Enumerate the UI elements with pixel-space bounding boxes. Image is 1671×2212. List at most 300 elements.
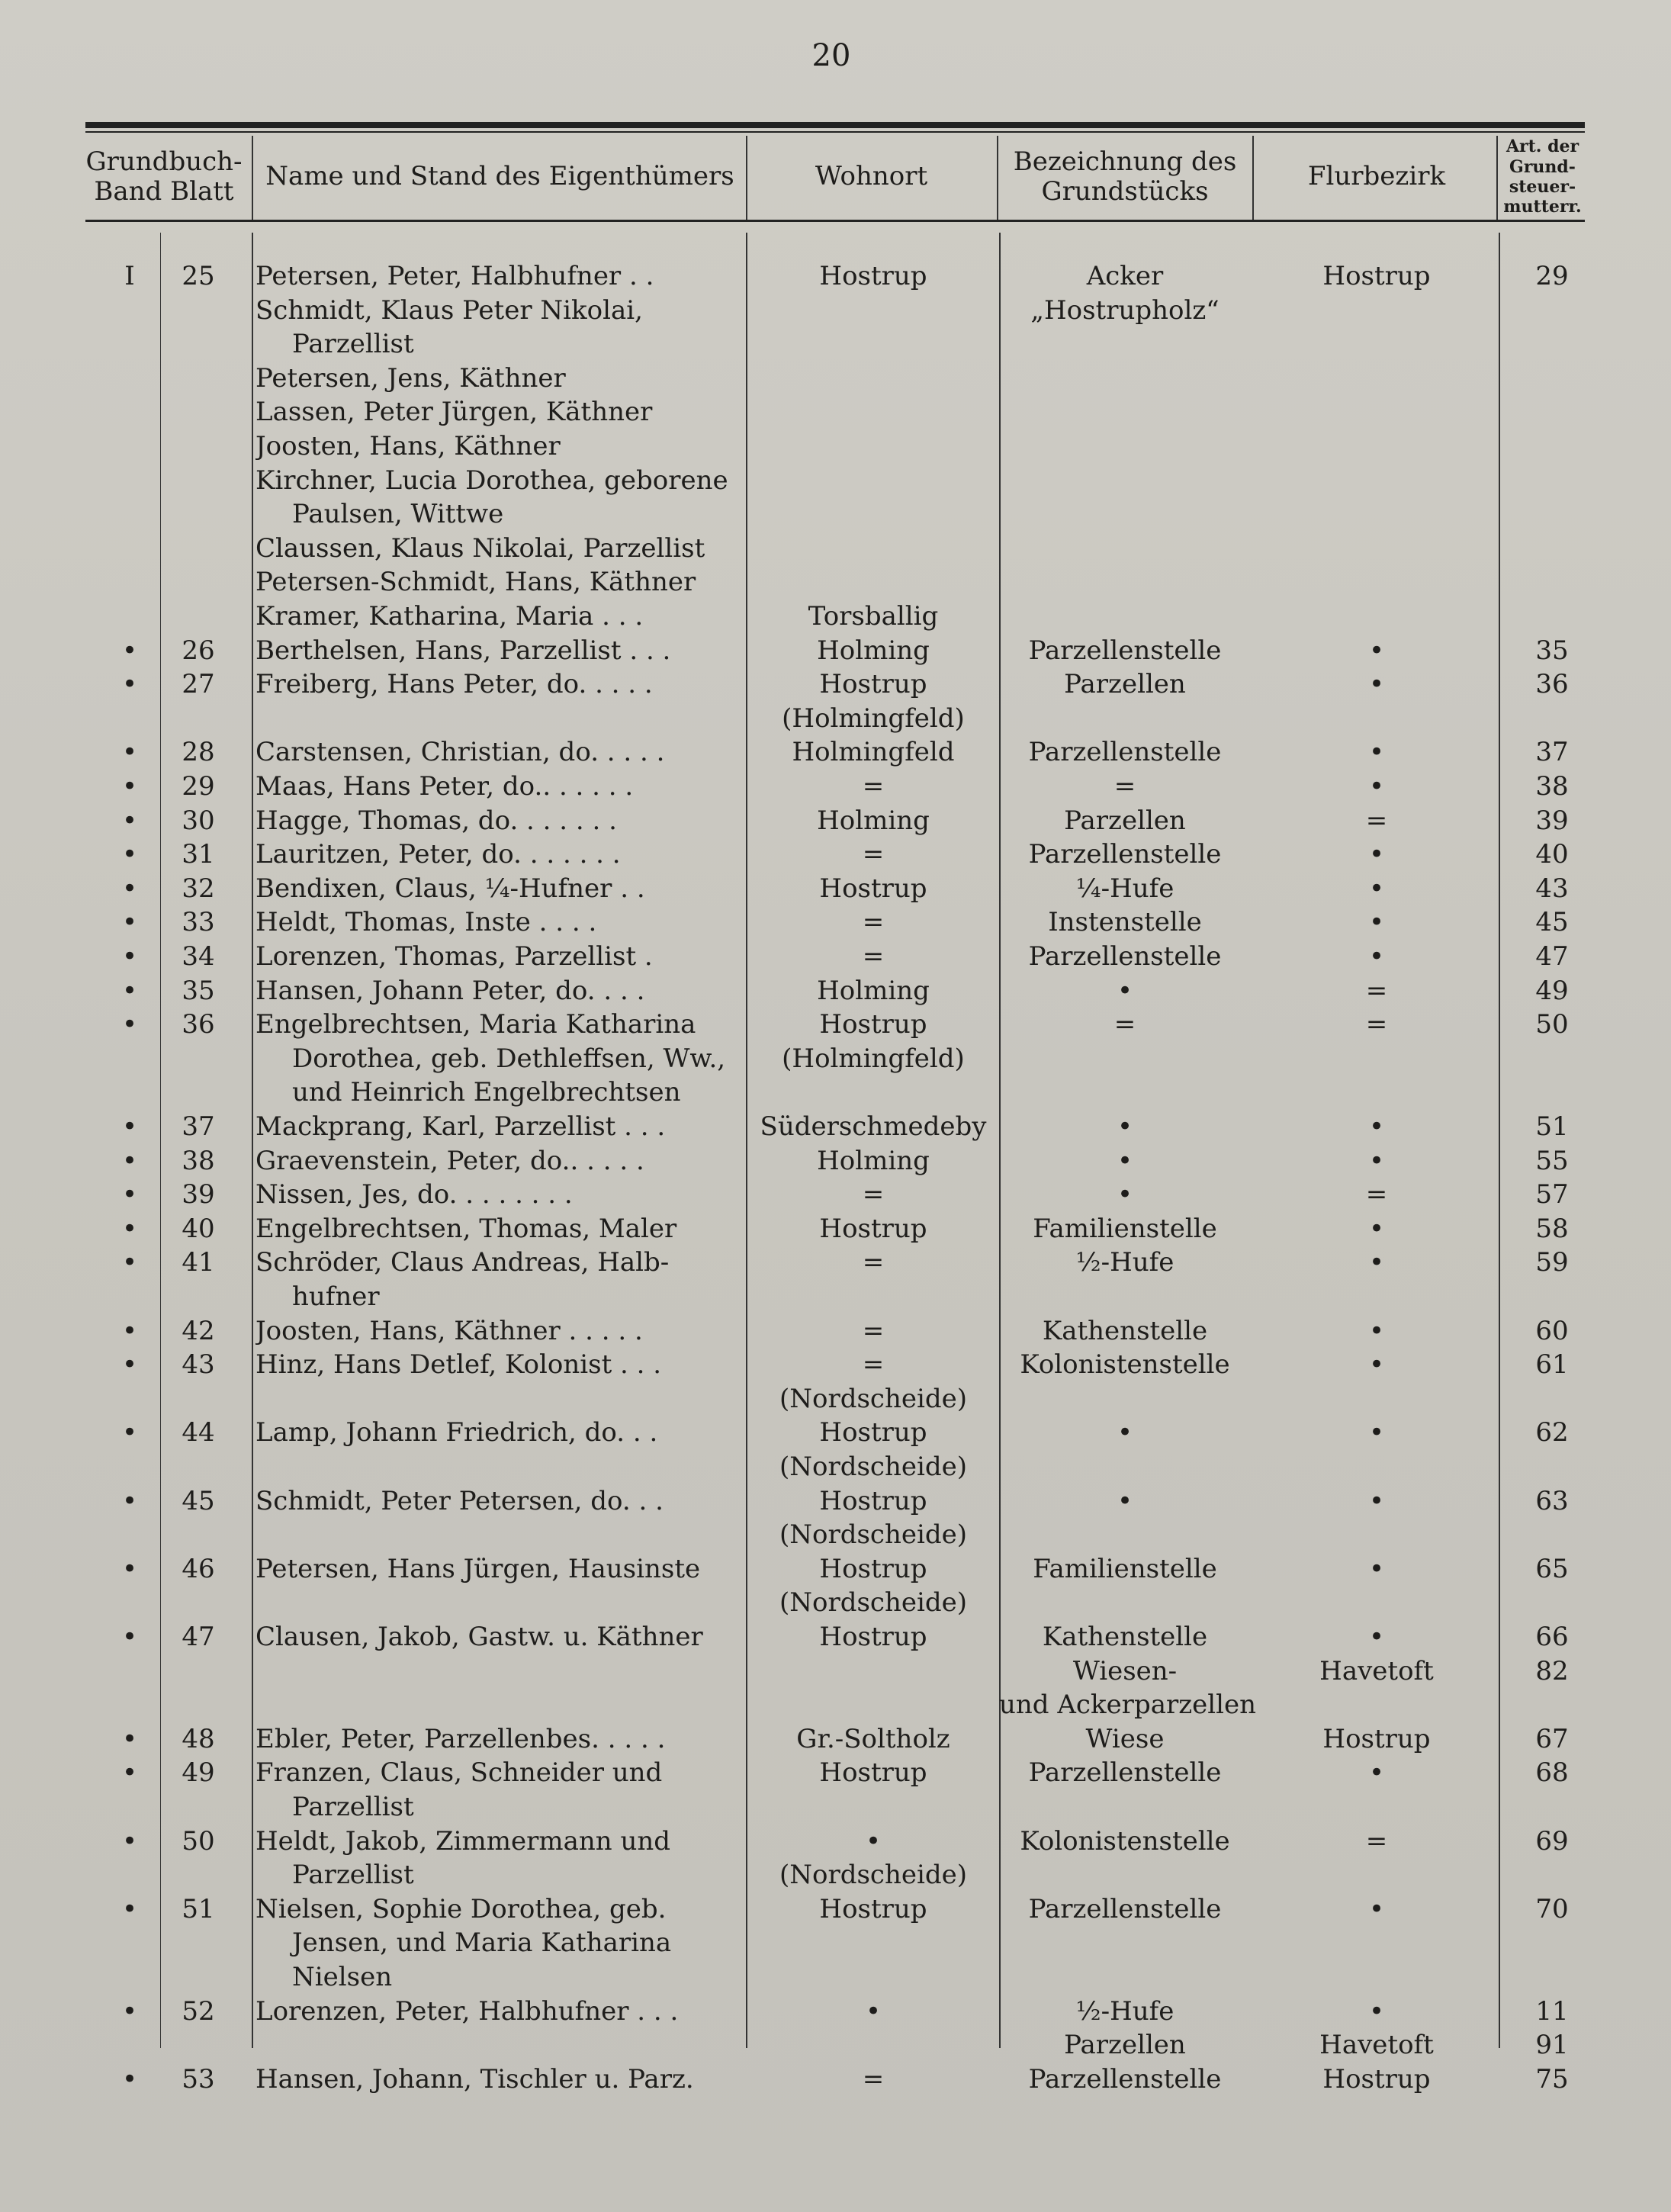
cell-bez: • bbox=[1117, 975, 1133, 1006]
header-bottom-rule bbox=[85, 220, 1585, 222]
header-bezeichnung bbox=[999, 136, 1251, 218]
cell-name: Petersen, Hans Jürgen, Hausinste bbox=[255, 1553, 701, 1584]
table-row bbox=[0, 1042, 1671, 1075]
cell-blatt: 52 bbox=[182, 1995, 215, 2027]
cell-art: 37 bbox=[1535, 737, 1569, 768]
header-art bbox=[1499, 136, 1586, 218]
table-row bbox=[0, 1790, 1671, 1824]
cell-bez: • bbox=[1117, 1145, 1133, 1176]
cell-name: Graevenstein, Peter, do.. . . . . bbox=[255, 1145, 644, 1176]
cell-band: • bbox=[121, 1553, 138, 1584]
cell-name: Schmidt, Klaus Peter Nikolai, bbox=[255, 294, 643, 326]
cell-art: 49 bbox=[1535, 975, 1569, 1006]
cell-name: Paulsen, Wittwe bbox=[292, 499, 504, 530]
table-row bbox=[0, 1654, 1671, 1688]
cell-flur: • bbox=[1368, 1417, 1385, 1448]
cell-flur: • bbox=[1368, 1247, 1385, 1278]
table-row bbox=[0, 735, 1671, 769]
cell-name: Kirchner, Lucia Dorothea, geborene bbox=[255, 465, 728, 496]
cell-bez: Kolonistenstelle bbox=[1020, 1825, 1230, 1857]
table-row bbox=[0, 1450, 1671, 1484]
cell-name: Nielsen bbox=[292, 1962, 393, 1992]
cell-name: Lauritzen, Peter, do. . . . . . . bbox=[255, 839, 621, 870]
table-row bbox=[0, 1280, 1671, 1313]
cell-art: 82 bbox=[1535, 1655, 1569, 1686]
cell-name: Maas, Hans Peter, do.. . . . . . bbox=[255, 771, 634, 802]
cell-blatt: 45 bbox=[182, 1485, 215, 1516]
cell-name: Ebler, Peter, Parzellenbes. . . . . bbox=[255, 1723, 666, 1754]
cell-band: • bbox=[121, 1825, 138, 1857]
cell-wohnort: (Nordscheide) bbox=[779, 1383, 968, 1414]
table-row bbox=[0, 940, 1671, 973]
cell-art: 66 bbox=[1535, 1622, 1569, 1652]
table-row bbox=[0, 1620, 1671, 1654]
cell-art: 69 bbox=[1535, 1825, 1569, 1857]
cell-wohnort: = bbox=[862, 1349, 885, 1381]
cell-blatt: 50 bbox=[182, 1825, 215, 1857]
cell-bez: • bbox=[1117, 1179, 1133, 1210]
cell-bez: = bbox=[1113, 1009, 1136, 1040]
cell-name: Petersen, Jens, Käthner bbox=[255, 362, 566, 394]
table-row bbox=[0, 1314, 1671, 1348]
cell-art: 68 bbox=[1535, 1757, 1569, 1789]
cell-blatt: 42 bbox=[182, 1315, 215, 1346]
cell-wohnort: Hostrup bbox=[819, 1485, 927, 1516]
cell-band: • bbox=[121, 771, 138, 802]
cell-flur: = bbox=[1365, 975, 1388, 1006]
cell-name: Clausen, Jakob, Gastw. u. Käthner bbox=[255, 1622, 703, 1652]
cell-wohnort: = bbox=[862, 771, 885, 802]
cell-wohnort: Hostrup bbox=[819, 1009, 927, 1040]
cell-flur: Havetoft bbox=[1319, 2030, 1434, 2061]
cell-wohnort: (Nordscheide) bbox=[779, 1587, 968, 1619]
cell-art: 40 bbox=[1535, 839, 1569, 870]
cell-bez: Wiesen- bbox=[1072, 1655, 1178, 1686]
cell-wohnort: Hostrup bbox=[819, 1893, 927, 1924]
cell-bez: Parzellenstelle bbox=[1028, 737, 1222, 768]
table-row bbox=[0, 1246, 1671, 1279]
cell-wohnort: (Nordscheide) bbox=[779, 1519, 968, 1551]
table-row bbox=[0, 1722, 1671, 1756]
cell-art: 63 bbox=[1535, 1485, 1569, 1516]
cell-band: • bbox=[121, 1213, 138, 1244]
table-row bbox=[0, 1552, 1671, 1586]
header-art-line4: mutterr. bbox=[1503, 197, 1582, 217]
cell-flur: • bbox=[1368, 907, 1385, 938]
cell-wohnort: Hostrup bbox=[819, 1757, 927, 1789]
header-flurbezirk: Flurbezirk bbox=[1307, 161, 1446, 192]
table-row bbox=[0, 294, 1671, 327]
cell-bez: „Hostrupholz“ bbox=[1030, 294, 1220, 326]
cell-name: Joosten, Hans, Käthner bbox=[255, 431, 561, 461]
cell-band: • bbox=[121, 1622, 138, 1652]
cell-flur: Hostrup bbox=[1322, 1723, 1431, 1754]
cell-band: • bbox=[121, 1145, 138, 1176]
cell-bez: Parzellenstelle bbox=[1028, 839, 1222, 870]
cell-name: Kramer, Katharina, Maria . . . bbox=[255, 601, 644, 632]
cell-art: 38 bbox=[1535, 771, 1569, 802]
cell-name: Joosten, Hans, Käthner . . . . . bbox=[255, 1315, 643, 1346]
cell-bez: Parzellen bbox=[1064, 2030, 1186, 2061]
table-row bbox=[0, 905, 1671, 939]
cell-name: Schmidt, Peter Petersen, do. . . bbox=[255, 1485, 664, 1516]
table-row bbox=[0, 1382, 1671, 1416]
cell-blatt: 36 bbox=[182, 1009, 215, 1040]
cell-blatt: 31 bbox=[182, 839, 215, 870]
cell-art: 61 bbox=[1535, 1349, 1569, 1381]
cell-bez: Kolonistenstelle bbox=[1020, 1349, 1230, 1381]
table-row bbox=[0, 838, 1671, 871]
cell-name: Schröder, Claus Andreas, Halb- bbox=[255, 1247, 670, 1278]
cell-flur: • bbox=[1368, 1757, 1385, 1789]
header-art-line2: Grund- bbox=[1509, 156, 1576, 177]
cell-blatt: 25 bbox=[182, 261, 215, 291]
table-row bbox=[0, 974, 1671, 1008]
cell-wohnort: (Nordscheide) bbox=[779, 1860, 968, 1891]
cell-art: 67 bbox=[1535, 1723, 1569, 1754]
cell-wohnort: Holmingfeld bbox=[792, 737, 955, 768]
cell-blatt: 44 bbox=[182, 1417, 215, 1448]
cell-name: Hinz, Hans Detlef, Kolonist . . . bbox=[255, 1349, 662, 1381]
cell-band: • bbox=[121, 737, 138, 768]
cell-blatt: 43 bbox=[182, 1349, 215, 1381]
cell-bez: • bbox=[1117, 1485, 1133, 1516]
table-row bbox=[0, 362, 1671, 395]
table-row bbox=[0, 702, 1671, 735]
cell-bez: ½-Hufe bbox=[1075, 1995, 1175, 2027]
cell-bez: Parzellenstelle bbox=[1028, 635, 1222, 666]
table-row bbox=[0, 1825, 1671, 1858]
header-name: Name und Stand des Eigenthümers bbox=[265, 161, 734, 192]
cell-wohnort: = bbox=[862, 1179, 885, 1210]
cell-bez: • bbox=[1117, 1417, 1133, 1448]
table-row bbox=[0, 1960, 1671, 1994]
cell-art: 55 bbox=[1535, 1145, 1569, 1176]
cell-bez: Parzellenstelle bbox=[1028, 2063, 1222, 2095]
cell-bez: Familienstelle bbox=[1033, 1213, 1217, 1244]
cell-blatt: 46 bbox=[182, 1553, 215, 1584]
cell-flur: • bbox=[1368, 941, 1385, 972]
cell-wohnort: (Nordscheide) bbox=[779, 1452, 968, 1482]
cell-blatt: 27 bbox=[182, 669, 215, 700]
header-separator bbox=[997, 136, 998, 220]
cell-flur: • bbox=[1368, 1213, 1385, 1244]
cell-bez: Acker bbox=[1086, 261, 1164, 291]
cell-art: 36 bbox=[1535, 669, 1569, 700]
cell-name: und Heinrich Engelbrechtsen bbox=[292, 1077, 681, 1108]
cell-blatt: 49 bbox=[182, 1757, 215, 1789]
cell-name: Lorenzen, Peter, Halbhufner . . . bbox=[255, 1995, 679, 2027]
cell-name: Claussen, Klaus Nikolai, Parzellist bbox=[255, 532, 705, 564]
cell-bez: Wiese bbox=[1085, 1723, 1165, 1754]
cell-flur: • bbox=[1368, 635, 1385, 666]
table-row bbox=[0, 327, 1671, 361]
cell-blatt: 41 bbox=[182, 1247, 215, 1278]
table-row bbox=[0, 634, 1671, 667]
table-row bbox=[0, 395, 1671, 429]
table-row bbox=[0, 1756, 1671, 1789]
cell-flur: • bbox=[1368, 737, 1385, 768]
cell-bez: Familienstelle bbox=[1033, 1553, 1217, 1584]
cell-wohnort: Torsballig bbox=[808, 601, 939, 632]
cell-band: • bbox=[121, 839, 138, 870]
cell-blatt: 48 bbox=[182, 1723, 215, 1754]
cell-bez: Parzellenstelle bbox=[1028, 941, 1222, 972]
cell-art: 47 bbox=[1535, 941, 1569, 972]
cell-art: 91 bbox=[1535, 2030, 1569, 2061]
cell-flur: • bbox=[1368, 839, 1385, 870]
cell-art: 29 bbox=[1535, 261, 1569, 291]
cell-band: • bbox=[121, 975, 138, 1006]
cell-blatt: 26 bbox=[182, 635, 215, 666]
header-art-line1: Art. der bbox=[1506, 137, 1579, 157]
table-row bbox=[0, 1926, 1671, 1960]
cell-name: Engelbrechtsen, Thomas, Maler bbox=[255, 1213, 677, 1244]
cell-name: Petersen, Peter, Halbhufner . . bbox=[255, 261, 654, 291]
cell-art: 65 bbox=[1535, 1553, 1569, 1584]
table-row bbox=[0, 464, 1671, 497]
cell-flur: • bbox=[1368, 669, 1385, 700]
table-row bbox=[0, 667, 1671, 701]
cell-name: Freiberg, Hans Peter, do. . . . . bbox=[255, 669, 653, 700]
cell-bez: = bbox=[1113, 771, 1136, 802]
cell-band: • bbox=[121, 1247, 138, 1278]
cell-name: Dorothea, geb. Dethleffsen, Ww., bbox=[292, 1043, 726, 1074]
cell-art: 45 bbox=[1535, 907, 1569, 938]
cell-art: 75 bbox=[1535, 2063, 1569, 2095]
cell-wohnort: = bbox=[862, 1247, 885, 1278]
cell-flur: • bbox=[1368, 1349, 1385, 1381]
table-row bbox=[0, 259, 1671, 293]
cell-band: • bbox=[121, 1179, 138, 1210]
cell-flur: • bbox=[1368, 1485, 1385, 1516]
cell-blatt: 39 bbox=[182, 1179, 215, 1210]
cell-blatt: 28 bbox=[182, 737, 215, 768]
cell-art: 11 bbox=[1535, 1995, 1569, 2027]
cell-blatt: 29 bbox=[182, 771, 215, 802]
cell-flur: • bbox=[1368, 1145, 1385, 1176]
cell-band: • bbox=[121, 669, 138, 700]
cell-flur: = bbox=[1365, 805, 1388, 836]
cell-wohnort: Hostrup bbox=[819, 1622, 927, 1652]
cell-wohnort: Hostrup bbox=[819, 669, 927, 700]
cell-band: • bbox=[121, 1723, 138, 1754]
cell-art: 50 bbox=[1535, 1009, 1569, 1040]
cell-wohnort: = bbox=[862, 1315, 885, 1346]
cell-bez: • bbox=[1117, 1111, 1133, 1142]
cell-blatt: 33 bbox=[182, 907, 215, 938]
cell-blatt: 34 bbox=[182, 941, 215, 972]
table-row bbox=[0, 1995, 1671, 2028]
table-row bbox=[0, 497, 1671, 531]
header-separator bbox=[252, 136, 253, 220]
header-separator bbox=[746, 136, 747, 220]
cell-bez: Kathenstelle bbox=[1042, 1315, 1208, 1346]
cell-flur: Havetoft bbox=[1319, 1655, 1434, 1686]
cell-flur: • bbox=[1368, 1111, 1385, 1142]
cell-art: 43 bbox=[1535, 873, 1569, 904]
table-row bbox=[0, 1484, 1671, 1518]
table-row bbox=[0, 1110, 1671, 1143]
cell-flur: • bbox=[1368, 1553, 1385, 1584]
header-bezeichnung-line1: Bezeichnung des bbox=[1013, 146, 1237, 177]
table-row bbox=[0, 1518, 1671, 1551]
cell-flur: = bbox=[1365, 1179, 1388, 1210]
header-band-blatt-line2: Band Blatt bbox=[94, 176, 234, 207]
cell-art: 57 bbox=[1535, 1179, 1569, 1210]
cell-wohnort: Hostrup bbox=[819, 261, 927, 291]
cell-wohnort: Holming bbox=[817, 975, 930, 1006]
header-top-rule-thin bbox=[85, 131, 1585, 133]
cell-wohnort: Holming bbox=[817, 1145, 930, 1176]
cell-band: • bbox=[121, 805, 138, 836]
cell-flur: Hostrup bbox=[1322, 261, 1431, 291]
page-number: 20 bbox=[811, 38, 851, 73]
cell-bez: Instenstelle bbox=[1048, 907, 1202, 938]
cell-blatt: 35 bbox=[182, 975, 215, 1006]
table-row bbox=[0, 1892, 1671, 1926]
cell-band: • bbox=[121, 1757, 138, 1789]
header-band-blatt-line1: Grundbuch- bbox=[85, 146, 243, 177]
cell-bez: Parzellenstelle bbox=[1028, 1757, 1222, 1789]
table-row bbox=[0, 1416, 1671, 1449]
cell-wohnort: Gr.-Soltholz bbox=[796, 1723, 950, 1754]
cell-bez: Parzellen bbox=[1064, 805, 1186, 836]
cell-band: • bbox=[121, 1995, 138, 2027]
header-wohnort: Wohnort bbox=[815, 161, 928, 192]
cell-flur: • bbox=[1368, 771, 1385, 802]
header-bezeichnung-line2: Grundstücks bbox=[1041, 176, 1209, 207]
cell-art: 70 bbox=[1535, 1893, 1569, 1924]
table-row bbox=[0, 1586, 1671, 1619]
cell-wohnort: Süderschmedeby bbox=[760, 1111, 987, 1142]
cell-wohnort: Hostrup bbox=[819, 1417, 927, 1448]
cell-band: • bbox=[121, 1349, 138, 1381]
table-row bbox=[0, 1688, 1671, 1722]
cell-blatt: 30 bbox=[182, 805, 215, 836]
header-separator bbox=[1496, 136, 1498, 220]
cell-name: Heldt, Thomas, Inste . . . . bbox=[255, 907, 597, 938]
cell-flur: • bbox=[1368, 873, 1385, 904]
cell-name: Hagge, Thomas, do. . . . . . . bbox=[255, 805, 617, 836]
header-top-rule bbox=[85, 122, 1585, 128]
cell-name: Nielsen, Sophie Dorothea, geb. bbox=[255, 1893, 667, 1924]
cell-wohnort: • bbox=[865, 1825, 882, 1857]
table-row bbox=[0, 1144, 1671, 1178]
table-row bbox=[0, 429, 1671, 463]
cell-name: Parzellist bbox=[292, 1792, 414, 1822]
table-row bbox=[0, 1212, 1671, 1246]
cell-blatt: 37 bbox=[182, 1111, 215, 1142]
cell-wohnort: Holming bbox=[817, 635, 930, 666]
cell-flur: = bbox=[1365, 1009, 1388, 1040]
cell-wohnort: Hostrup bbox=[819, 1553, 927, 1584]
header-art-line3: steuer- bbox=[1509, 177, 1576, 197]
cell-name: Carstensen, Christian, do. . . . . bbox=[255, 737, 665, 768]
cell-name: Mackprang, Karl, Parzellist . . . bbox=[255, 1111, 666, 1142]
cell-flur: • bbox=[1368, 1315, 1385, 1346]
table-row bbox=[0, 600, 1671, 633]
table-row bbox=[0, 565, 1671, 599]
cell-wohnort: • bbox=[865, 1995, 882, 2027]
table-row bbox=[0, 1348, 1671, 1381]
cell-bez: Kathenstelle bbox=[1042, 1622, 1208, 1652]
cell-band: • bbox=[121, 1315, 138, 1346]
cell-blatt: 47 bbox=[182, 1622, 215, 1652]
table-row bbox=[0, 1008, 1671, 1041]
cell-bez: und Ackerparzellen bbox=[999, 1690, 1257, 1721]
cell-flur: • bbox=[1368, 1995, 1385, 2027]
cell-bez: ½-Hufe bbox=[1075, 1247, 1175, 1278]
cell-art: 60 bbox=[1535, 1315, 1569, 1346]
cell-blatt: 53 bbox=[182, 2063, 215, 2095]
cell-name: Hansen, Johann Peter, do. . . . bbox=[255, 975, 645, 1006]
cell-name: Lorenzen, Thomas, Parzellist . bbox=[255, 941, 653, 972]
cell-wohnort: = bbox=[862, 2063, 885, 2095]
cell-band: • bbox=[121, 941, 138, 972]
cell-wohnort: Hostrup bbox=[819, 873, 927, 904]
cell-band: • bbox=[121, 2063, 138, 2095]
cell-wohnort: = bbox=[862, 941, 885, 972]
table-row bbox=[0, 770, 1671, 803]
cell-blatt: 51 bbox=[182, 1893, 215, 1924]
cell-band: • bbox=[121, 1009, 138, 1040]
table-row bbox=[0, 1075, 1671, 1109]
header-band-blatt bbox=[76, 136, 252, 218]
cell-flur: = bbox=[1365, 1825, 1388, 1857]
cell-art: 35 bbox=[1535, 635, 1569, 666]
cell-wohnort: Holming bbox=[817, 805, 930, 836]
cell-name: Nissen, Jes, do. . . . . . . . bbox=[255, 1179, 573, 1210]
table-row bbox=[0, 2062, 1671, 2096]
cell-blatt: 38 bbox=[182, 1145, 215, 1176]
cell-art: 51 bbox=[1535, 1111, 1569, 1142]
table-row bbox=[0, 532, 1671, 565]
cell-band: • bbox=[121, 1417, 138, 1448]
table-row bbox=[0, 804, 1671, 838]
cell-name: Berthelsen, Hans, Parzellist . . . bbox=[255, 635, 671, 666]
cell-name: Engelbrechtsen, Maria Katharina bbox=[255, 1009, 696, 1040]
cell-band: • bbox=[121, 1111, 138, 1142]
cell-flur: • bbox=[1368, 1893, 1385, 1924]
cell-blatt: 40 bbox=[182, 1213, 215, 1244]
cell-flur: • bbox=[1368, 1622, 1385, 1652]
cell-bez: Parzellen bbox=[1064, 669, 1186, 700]
cell-art: 58 bbox=[1535, 1213, 1569, 1244]
cell-wohnort: (Holmingfeld) bbox=[782, 703, 965, 734]
cell-band: • bbox=[121, 1485, 138, 1516]
cell-band: • bbox=[121, 635, 138, 666]
cell-art: 59 bbox=[1535, 1247, 1569, 1278]
cell-band: • bbox=[121, 907, 138, 938]
table-row bbox=[0, 1178, 1671, 1211]
cell-name: Hansen, Johann, Tischler u. Parz. bbox=[255, 2063, 694, 2095]
table-row bbox=[0, 2028, 1671, 2062]
cell-bez: Parzellenstelle bbox=[1028, 1893, 1222, 1924]
cell-name: hufner bbox=[292, 1281, 380, 1312]
cell-name: Lamp, Johann Friedrich, do. . . bbox=[255, 1417, 658, 1448]
cell-name: Parzellist bbox=[292, 329, 414, 360]
cell-name: Franzen, Claus, Schneider und bbox=[255, 1757, 663, 1789]
cell-band: • bbox=[121, 1893, 138, 1924]
cell-wohnort: = bbox=[862, 839, 885, 870]
cell-blatt: 32 bbox=[182, 873, 215, 904]
cell-name: Parzellist bbox=[292, 1860, 414, 1891]
cell-art: 62 bbox=[1535, 1417, 1569, 1448]
cell-name: Jensen, und Maria Katharina bbox=[292, 1927, 672, 1959]
cell-bez: ¼-Hufe bbox=[1075, 873, 1175, 904]
header-separator bbox=[1252, 136, 1254, 220]
